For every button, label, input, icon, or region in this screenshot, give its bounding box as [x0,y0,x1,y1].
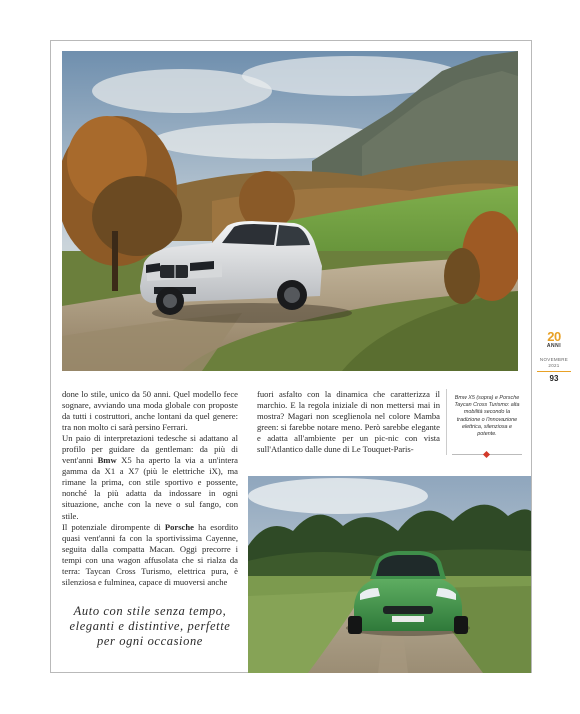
anniversary-badge [534,330,574,384]
article-paragraph-1: done lo stile, unico da 50 anni. Quel modello fece sognare, avviando una moda globale con proposte da tutti i costruttori, anche lontani da quel genere: tra non molto ci sarà persino Ferrari. [62,389,238,433]
paragraph-3-text-a: Il potenziale dirompente di [62,521,165,532]
article-paragraph-2 [62,433,238,521]
article-column-2 [257,389,440,455]
paragraph-2-text-a: Un paio di interpretazioni tedesche si adattano al profilo per guidare da gentleman: da più di vent'anni [62,433,238,466]
article-paragraph-3 [62,522,238,588]
paragraph-2-text-b: X5 ha aperto la via a un'intera gamma da X1 a X7 (più le elettriche iX), ma rimane la prima, con stile sportivo e possente, nonché la più adatta da indossare in ogni situazione, anche con la neve o sul fango, con stile. [62,455,238,521]
issue-month: NOVEMBRE [539,357,569,362]
article-paragraph-4: fuori asfalto con la dinamica che caratterizza il marchio. E la regola iniziale di non mettersi mai in mostra? Magari non sceglienola nel colore Mamba green: si farebbe notare meno. Però sarebbe elegante e adatta all'ambiente per un pic-nic con vista sull'Atlantico dalle dune di Le Touquet-Paris- [257,389,440,455]
page-number: 93 [549,374,559,383]
badge-number-two: 2 [547,329,554,344]
photo-caption: Bmw X5 (sopra) e Porsche Taycan Cross Turismo: alta mobilità secondo la tradizione o l'innovazione elettrica, silenziosa e potente. [454,395,520,438]
brand-porsche: Porsche [164,521,194,532]
badge-number [534,330,574,343]
badge-number-zero: 0 [554,329,561,344]
issue-year: 2021 [548,363,560,368]
pull-quote: Auto con stile senza tempo, eleganti e distintive, perfette per ogni occasione [69,604,231,648]
brand-bmw: Bmw [97,455,117,466]
badge-anni: ANNI [546,343,562,349]
paragraph-3-text-b: ha esordito quasi vent'anni fa con la sportivissima Cayenne, seguita dalla compatta Macan. Oggi precorre i tempi con una wagon affusolata che si rialza da terra: Taycan Cross Turismo, elettrica pura, è silenziosa e fulminea, capace di muoversi anche [62,521,238,587]
hero-photo-bmw-x5 [62,51,518,371]
photo-porsche-taycan [248,476,531,673]
article-column-1 [62,389,238,588]
caption-divider [446,389,447,455]
badge-rule [537,371,571,372]
